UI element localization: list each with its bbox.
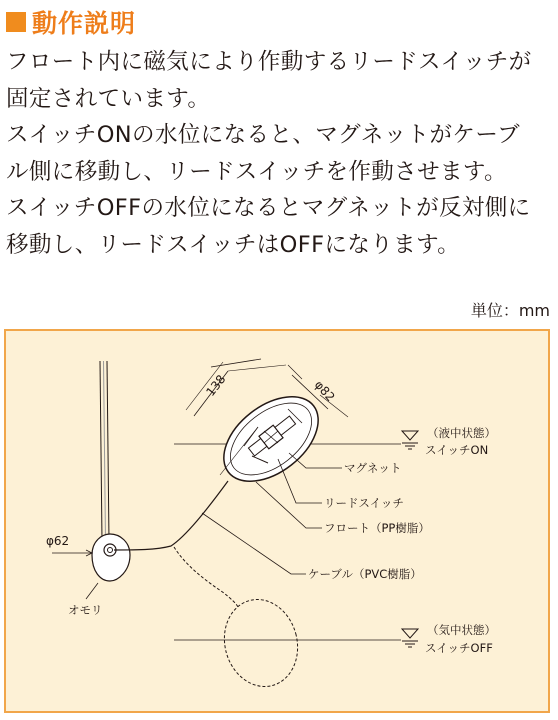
heading-title: 動作説明	[32, 9, 137, 38]
vertical-cable	[100, 361, 109, 541]
description-line: 固定されています。	[6, 85, 211, 112]
float-icon	[208, 380, 334, 499]
label-switch-on: スイッチON	[425, 443, 489, 457]
water-level-on-icon	[402, 431, 418, 449]
label-liquid-state: （液中状態）	[427, 426, 496, 440]
description-line: 移動し、リードスイッチはOFFになります。	[6, 231, 461, 258]
description-line: スイッチONの水位になると、マグネットがケーブ	[6, 122, 520, 148]
label-magnet: マグネット	[344, 461, 402, 475]
float-cable	[114, 481, 228, 550]
heading-square-icon	[6, 12, 26, 32]
dashed-float-off	[215, 591, 307, 695]
dimension-phi82-label: φ82	[311, 377, 338, 405]
dashed-cable	[174, 547, 238, 607]
weight-icon	[92, 534, 130, 581]
leader-lines	[86, 453, 342, 599]
description-line: スイッチOFFの水位になるとマグネットが反対側に	[6, 195, 531, 221]
diagram-panel	[4, 329, 550, 713]
section-heading	[6, 4, 136, 40]
dimension-138-label: 138	[203, 372, 229, 399]
water-level-off-icon	[402, 629, 418, 647]
label-weight: オモリ	[68, 603, 103, 617]
unit-label: 単位：mm	[470, 301, 550, 320]
label-reed-switch: リードスイッチ	[324, 496, 404, 510]
dimension-phi62-label: φ62	[46, 534, 70, 548]
label-switch-off: スイッチOFF	[425, 641, 493, 655]
description-line: ル側に移動し、リードスイッチを作動させます。	[6, 158, 507, 185]
dimension-phi62	[52, 550, 92, 556]
description-paragraph	[6, 44, 554, 263]
label-float: フロート（PP樹脂）	[324, 521, 430, 535]
description-line: フロート内に磁気により作動するリードスイッチが	[6, 49, 532, 75]
label-cable: ケーブル（PVC樹脂）	[308, 567, 422, 581]
float-switch-diagram	[6, 331, 548, 711]
label-air-state: （気中状態）	[427, 623, 496, 637]
